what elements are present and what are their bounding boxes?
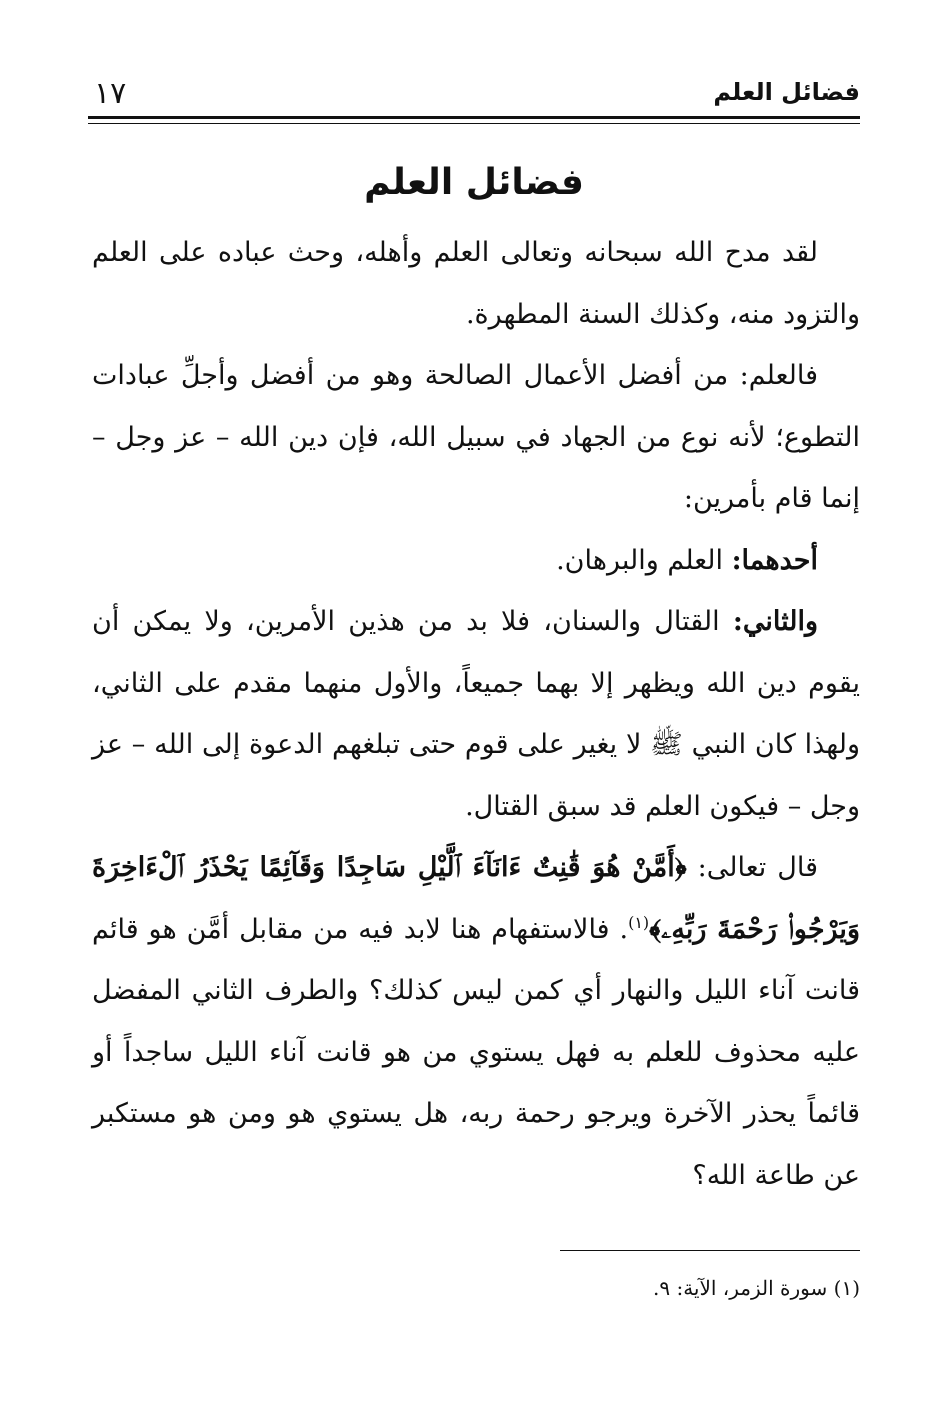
paragraph-5-intro: قال تعالى:	[686, 852, 818, 883]
paragraph-4-lead: والثاني:	[732, 606, 818, 637]
chapter-title: فضائل العلم	[364, 162, 584, 203]
paragraph-5	[92, 837, 860, 1206]
paragraph-3	[92, 530, 860, 592]
paragraph-3-text: العلم والبرهان.	[556, 544, 732, 576]
page-number: ١٧	[94, 76, 127, 111]
paragraph-3-lead: أحدهما:	[731, 544, 818, 576]
body-text	[92, 222, 860, 1206]
header-rule-thick	[88, 116, 860, 119]
paragraph-2: فالعلم: من أفضل الأعمال الصالحة وهو من أفضل وأجلِّ عبادات التطوع؛ لأنه نوع من الجهاد في سبيل الله، فإن دين الله – عز وجل – إنما قام بأمرين:	[92, 360, 860, 514]
running-header	[88, 78, 860, 118]
paragraph-5-text: . فالاستفهام هنا لابد فيه من مقابل أمَّن هو قائم قانت آناء الليل والنهار أي كمن ليس كذلك؟ والطرف الثاني المفضل عليه محذوف للعلم به فهل يستوي من هو قانت آناء الليل ساجداً أو قائماً يحذر الآخرة ويرجو رحمة ربه، هل يستوي هو ومن هو مستكبر عن طاعة الله؟	[92, 913, 860, 1191]
header-rule-thin	[88, 123, 860, 124]
quran-verse: ﴿أَمَّنْ هُوَ قَٰنِتٌ ءَانَآءَ ٱلَّيْلِ سَاجِدًا وَقَآئِمًا يَحْذَرُ ٱلْءَاخِرَةَ وَيَرْجُوا۟ رَحْمَةَ رَبِّهِۦ﴾	[92, 852, 860, 945]
footnote-separator	[560, 1250, 860, 1251]
running-title: فضائل العلم	[713, 78, 860, 106]
footnote: (١) سورة الزمر، الآية: ٩.	[652, 1276, 860, 1300]
paragraph-4-text: القتال والسنان، فلا بد من هذين الأمرين، ولا يمكن أن يقوم دين الله ويظهر إلا بهما جميعاً، والأول منهما مقدم على الثاني، ولهذا كان النبي ﷺ لا يغير على قوم حتى تبلغهم الدعوة إلى الله – عز وجل – فيكون العلم قد سبق القتال.	[92, 606, 860, 822]
footnote-reference[interactable]: (١)	[628, 912, 650, 932]
paragraph-4	[92, 591, 860, 837]
paragraph-1: لقد مدح الله سبحانه وتعالى العلم وأهله، وحث عباده على العلم والتزود منه، وكذلك السنة المطهرة.	[92, 237, 860, 330]
